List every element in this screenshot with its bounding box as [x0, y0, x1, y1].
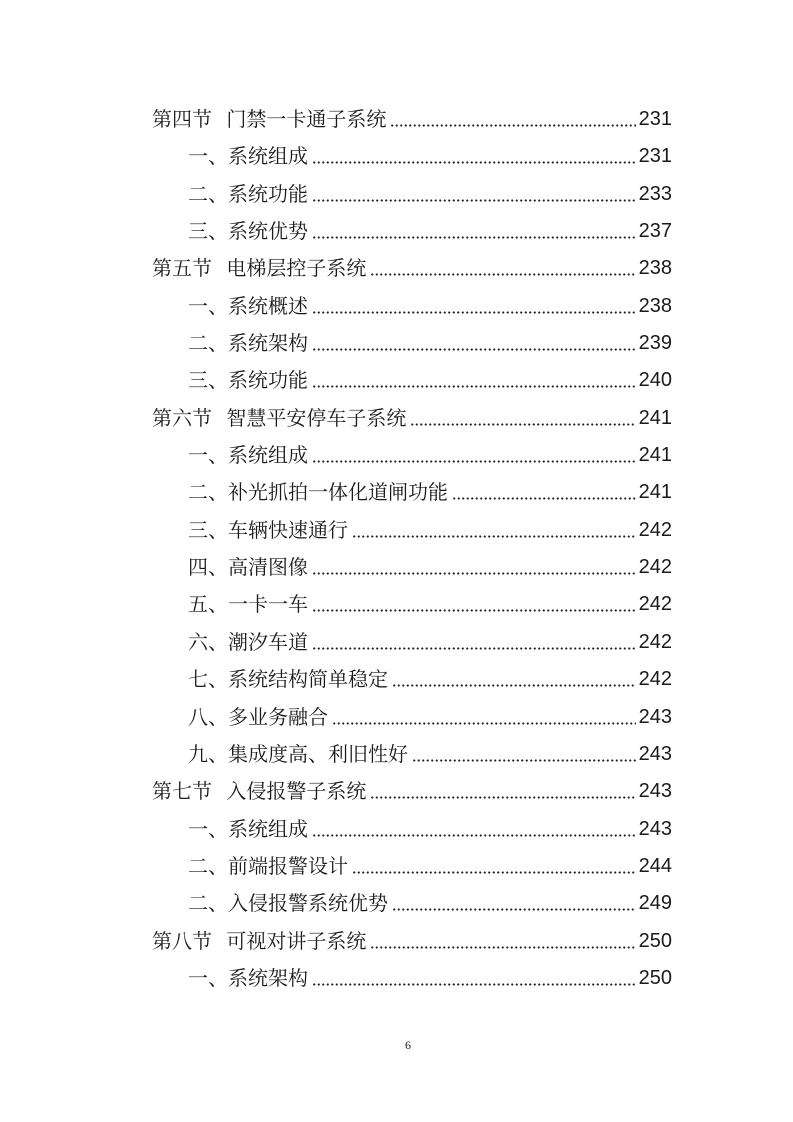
toc-entry-page: 231: [638, 145, 672, 168]
toc-subsection-entry: [152, 817, 672, 841]
toc-entry-title: 一、系统组成: [188, 144, 308, 169]
toc-entry-page: 243: [638, 780, 672, 803]
toc-dot-leader: [370, 779, 635, 803]
toc-dot-leader: [312, 294, 636, 318]
toc-dot-leader: [312, 182, 636, 206]
toc-entry-title: 二、入侵报警系统优势: [188, 891, 388, 916]
toc-dot-leader: [312, 368, 636, 392]
toc-subsection-entry: [152, 854, 672, 878]
toc-subsection-entry: [152, 555, 672, 579]
toc-subsection-entry: [152, 219, 672, 243]
toc-entry-title: 二、系统架构: [188, 331, 308, 356]
toc-subsection-entry: [152, 630, 672, 654]
toc-dot-leader: [312, 966, 636, 990]
toc-entry-page: 250: [638, 929, 672, 952]
toc-dot-leader: [390, 107, 635, 131]
toc-entry-page: 238: [638, 294, 672, 317]
toc-entry-title: 四、高清图像: [188, 555, 308, 580]
toc-dot-leader: [392, 891, 636, 915]
toc-entry-page: 243: [638, 817, 672, 840]
toc-entry-page: 242: [638, 593, 672, 616]
toc-entry-title: 五、一卡一车: [188, 592, 308, 617]
toc-subsection-entry: [152, 705, 672, 729]
toc-subsection-entry: [152, 742, 672, 766]
toc-dot-leader: [312, 144, 636, 168]
toc-entry-title: 二、系统功能: [188, 181, 308, 206]
table-of-contents: [152, 107, 672, 1003]
toc-entry-page: 242: [638, 518, 672, 541]
toc-dot-leader: [412, 742, 636, 766]
toc-dot-leader: [452, 480, 636, 504]
toc-dot-leader: [410, 406, 635, 430]
toc-dot-leader: [312, 555, 636, 579]
toc-entry-title: 一、系统架构: [188, 965, 308, 990]
toc-dot-leader: [370, 256, 635, 280]
toc-subsection-entry: [152, 518, 672, 542]
toc-section-entry: [152, 406, 672, 430]
toc-subsection-entry: [152, 443, 672, 467]
toc-subsection-entry: [152, 144, 672, 168]
toc-entry-page: 249: [638, 892, 672, 915]
toc-entry-title: 二、前端报警设计: [188, 853, 348, 878]
toc-entry-title: 第七节 入侵报警子系统: [152, 779, 367, 804]
toc-entry-page: 241: [638, 406, 672, 429]
toc-dot-leader: [312, 331, 636, 355]
toc-subsection-entry: [152, 966, 672, 990]
toc-dot-leader: [332, 705, 636, 729]
toc-dot-leader: [312, 443, 636, 467]
toc-entry-page: 244: [638, 854, 672, 877]
toc-entry-page: 241: [638, 444, 672, 467]
toc-subsection-entry: [152, 480, 672, 504]
toc-dot-leader: [312, 219, 636, 243]
toc-entry-page: 233: [638, 182, 672, 205]
toc-entry-title: 六、潮汐车道: [188, 629, 308, 654]
toc-dot-leader: [370, 929, 635, 953]
toc-entry-page: 239: [638, 332, 672, 355]
toc-subsection-entry: [152, 182, 672, 206]
toc-entry-title: 一、系统组成: [188, 443, 308, 468]
toc-subsection-entry: [152, 331, 672, 355]
toc-section-entry: [152, 107, 672, 131]
toc-subsection-entry: [152, 294, 672, 318]
toc-entry-page: 243: [638, 742, 672, 765]
toc-dot-leader: [392, 667, 636, 691]
toc-subsection-entry: [152, 592, 672, 616]
toc-dot-leader: [312, 817, 636, 841]
toc-entry-title: 第四节 门禁一卡通子系统: [152, 107, 387, 131]
toc-entry-title: 二、补光抓拍一体化道闸功能: [188, 480, 448, 505]
toc-subsection-entry: [152, 368, 672, 392]
toc-entry-page: 242: [638, 630, 672, 653]
toc-entry-title: 一、系统概述: [188, 293, 308, 318]
toc-entry-title: 一、系统组成: [188, 816, 308, 841]
toc-entry-page: 237: [638, 220, 672, 243]
toc-entry-title: 第六节 智慧平安停车子系统: [152, 405, 407, 430]
toc-dot-leader: [312, 592, 636, 616]
toc-subsection-entry: [152, 891, 672, 915]
toc-entry-title: 第五节 电梯层控子系统: [152, 256, 367, 281]
toc-entry-title: 九、集成度高、利旧性好: [188, 741, 408, 766]
toc-dot-leader: [352, 854, 636, 878]
toc-entry-page: 242: [638, 668, 672, 691]
toc-dot-leader: [312, 630, 636, 654]
toc-section-entry: [152, 256, 672, 280]
toc-dot-leader: [352, 518, 636, 542]
toc-entry-page: 243: [638, 705, 672, 728]
toc-entry-title: 八、多业务融合: [188, 704, 328, 729]
toc-entry-page: 242: [638, 556, 672, 579]
toc-section-entry: [152, 779, 672, 803]
toc-section-entry: [152, 929, 672, 953]
toc-subsection-entry: [152, 667, 672, 691]
toc-entry-title: 三、系统功能: [188, 368, 308, 393]
toc-entry-title: 七、系统结构简单稳定: [188, 667, 388, 692]
page-number: 6: [405, 1038, 411, 1052]
toc-entry-page: 238: [638, 257, 672, 280]
toc-entry-page: 250: [638, 966, 672, 989]
toc-entry-page: 241: [638, 481, 672, 504]
toc-entry-title: 三、系统优势: [188, 219, 308, 244]
toc-entry-title: 三、车辆快速通行: [188, 517, 348, 542]
toc-entry-page: 231: [638, 108, 672, 130]
toc-entry-title: 第八节 可视对讲子系统: [152, 928, 367, 953]
toc-entry-page: 240: [638, 369, 672, 392]
